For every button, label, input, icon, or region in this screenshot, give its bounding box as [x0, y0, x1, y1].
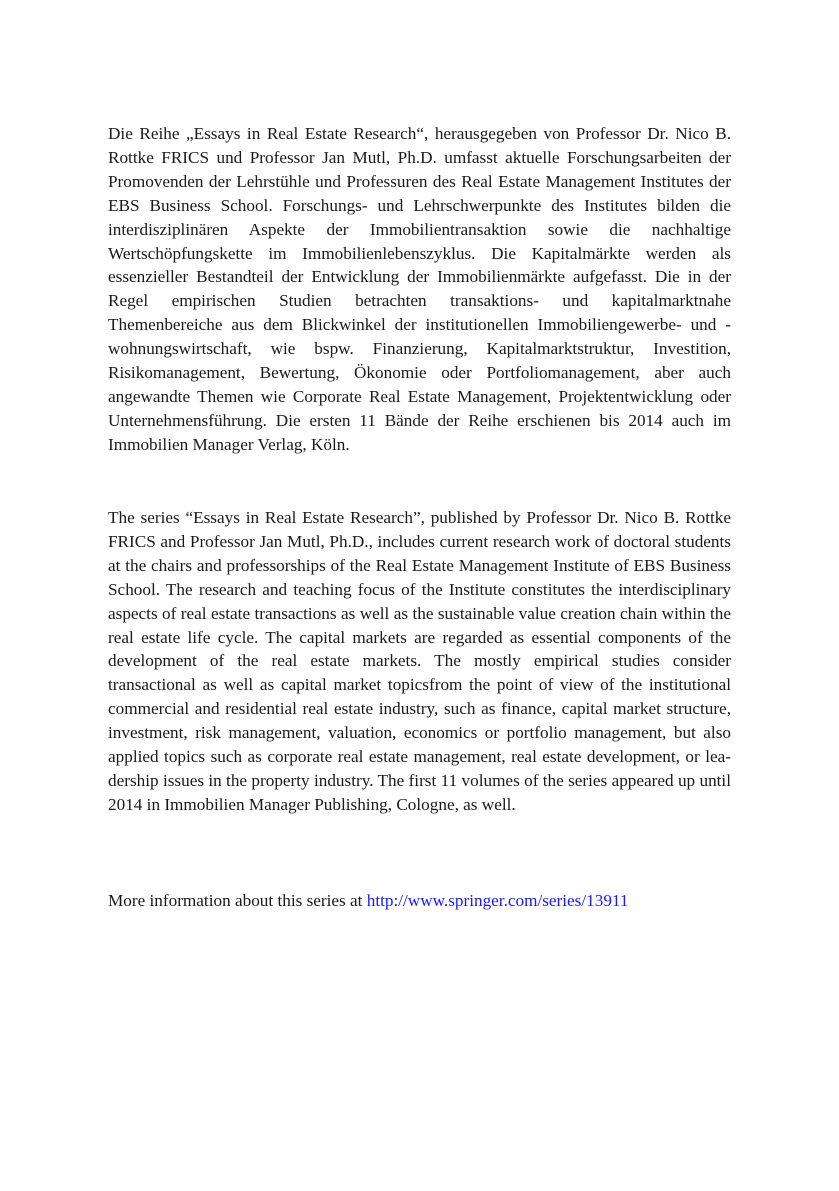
series-url-link[interactable]: http://www.springer.com/series/13911 [366, 891, 629, 910]
more-information-line [108, 889, 731, 913]
series-description-english: The series “Essays in Real Estate Research”, published by Professor Dr. Nico B. Rottke FRICS and Professor Jan Mutl, Ph.D., includes current research work of doctoral students at the chairs and professorships of the Real Estate Management Institute of EBS Business School. The research and teaching focus of the Institute constitutes the interdisciplinary aspects of real estate transactions as well as the sustainable value creation chain within the real estate life cycle. The capital markets are regarded as essential components of the development of the real estate markets. The mostly empirical studies consider transactional as well as capital market topicsfrom the point of view of the institutional commercial and residential real estate industry, such as finance, capital market structure, investment, risk management, valuation, economics or portfolio management, but also applied topics such as corporate real estate management, real estate development, or leadership issues in the property industry. The first 11 volumes of the series appeared up until 2014 in Immobilien Manager Publishing, Cologne, as well. [108, 508, 731, 814]
series-description-german: Die Reihe „Essays in Real Estate Research“, herausgegeben von Professor Dr. Nico B. Rottke FRICS und Professor Jan Mutl, Ph.D. umfasst aktuelle Forschungsarbeiten der Promovenden der Lehrstühle und Professuren des Real Estate Management Institutes der EBS Business School. Forschungs- und Lehrschwerpunkte des Institutes bilden die interdisziplinären Aspekte der Immobilientransaktion sowie die nachhaltige Wertschöpfungskette im Immobilienlebenszyklus. Die Kapitalmärkte werden als essenzieller Bestandteil der Entwicklung der Immobilienmärkte aufgefasst. Die in der Regel empirischen Studien betrachten transaktions- und kapitalmarktnahe Themenbereiche aus dem Blickwinkel der institutionellen Immobiliengewerbe- und -wohnungswirtschaft, wie bspw. Finanzierung, Kapitalmarktstruktur, Investition, Risikomanagement, Bewertung, Ökonomie oder Portfoliomanagement, aber auch angewandte Themen wie Corporate Real Estate Management, Projektentwicklung oder Unternehmensführung. Die ersten 11 Bände der Reihe erschienen bis 2014 auch im Immobilien Manager Verlag, Köln. [108, 124, 731, 454]
more-information-label: More information about this series at [108, 891, 367, 910]
